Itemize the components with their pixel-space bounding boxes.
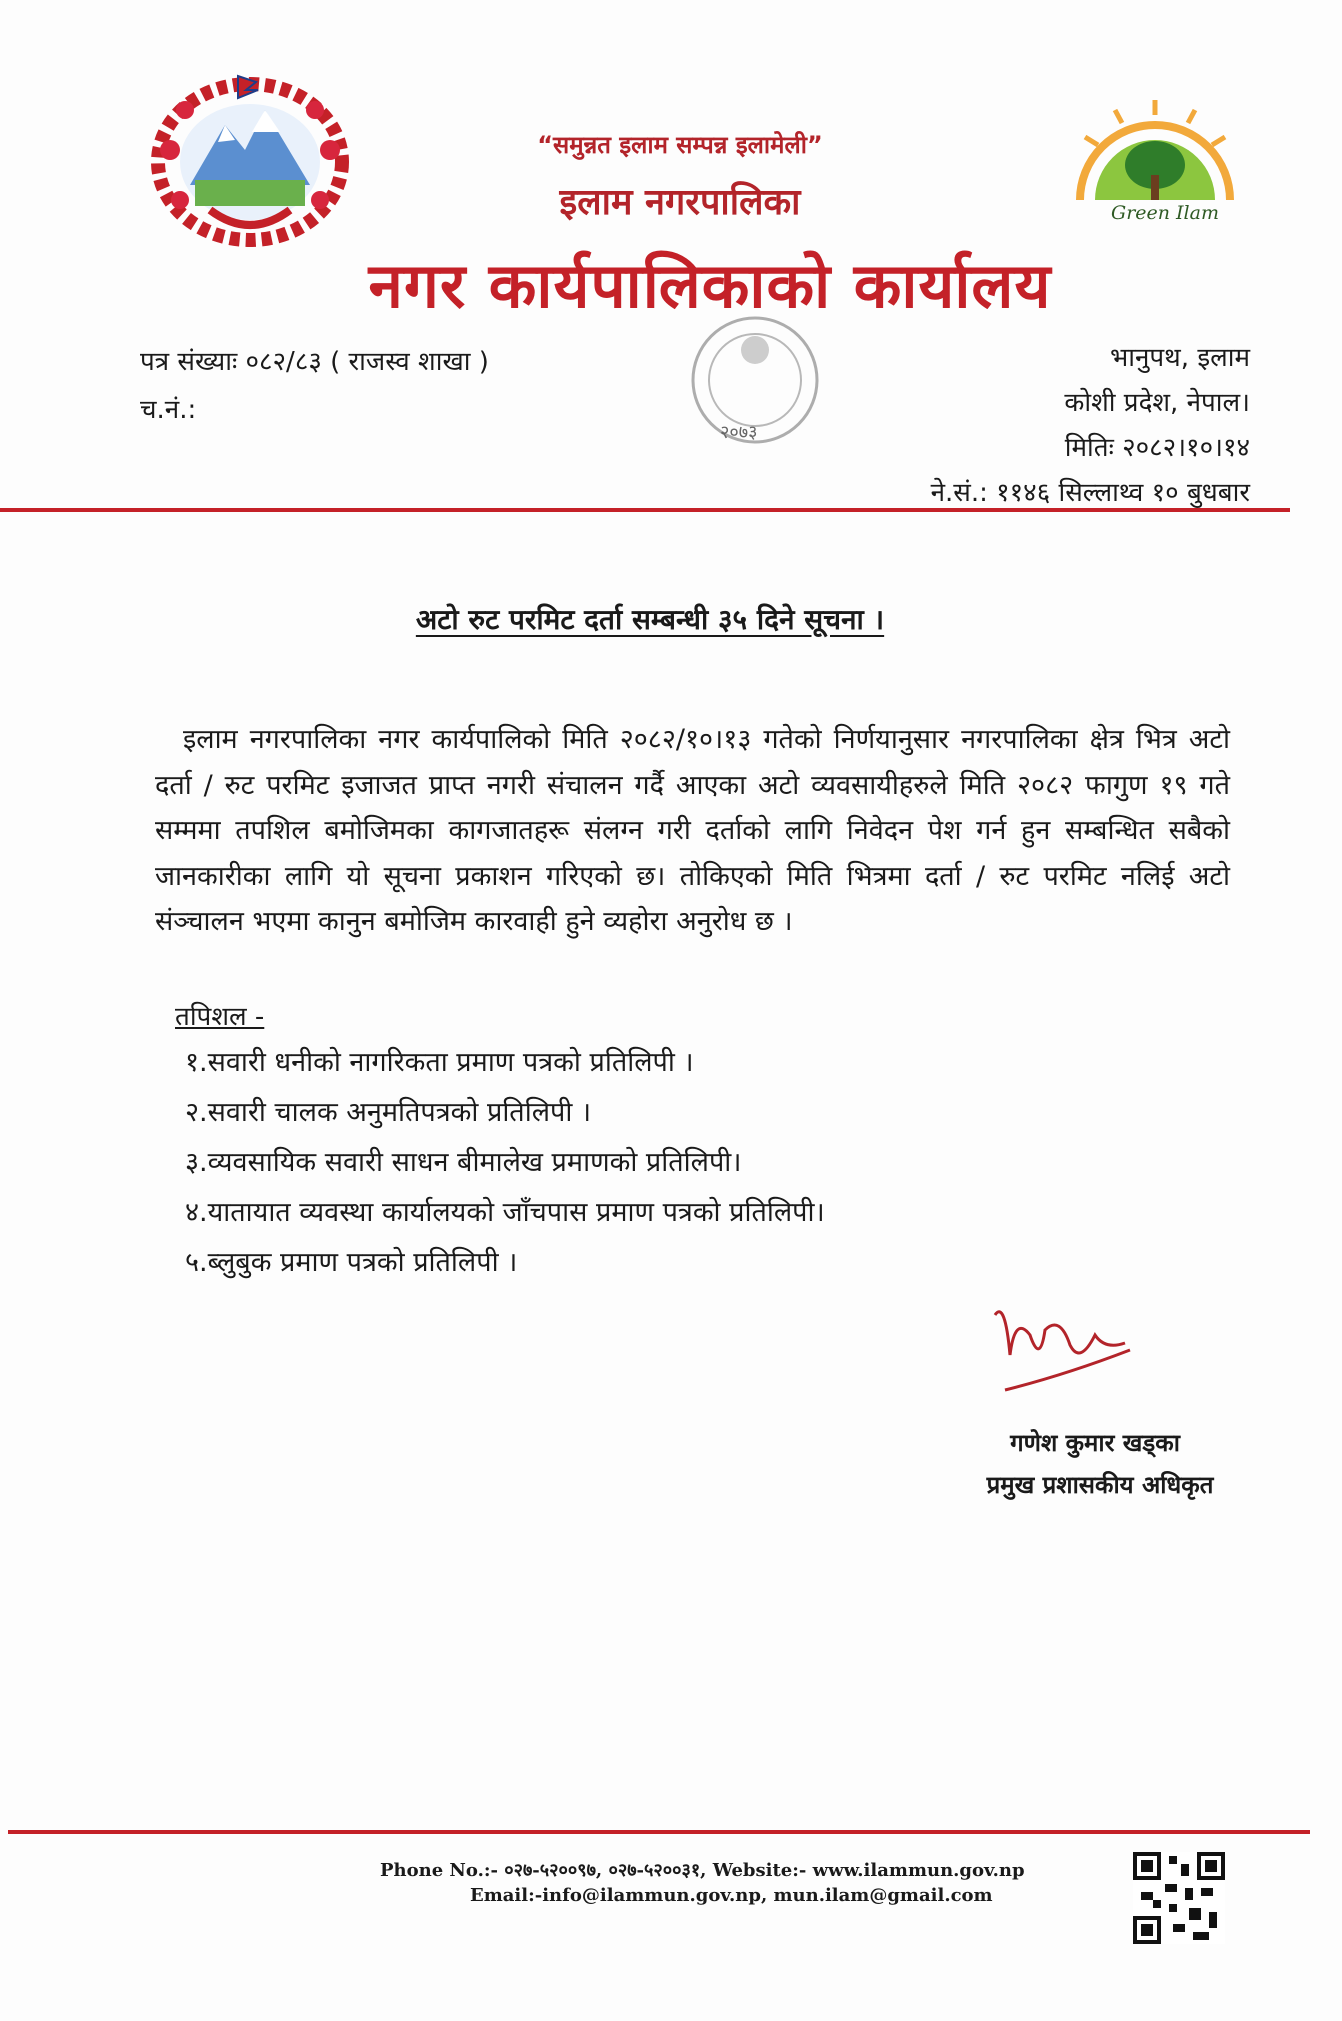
qr-code-icon	[1133, 1852, 1225, 1944]
motto: “समुन्नत इलाम सम्पन्न इलामेली”	[537, 131, 823, 159]
address-line-2: कोशी प्रदेश, नेपाल।	[1064, 388, 1250, 418]
footer-divider	[8, 1830, 1310, 1834]
office-title: नगर कार्यपालिकाको कार्यालय	[368, 249, 1052, 322]
list-item: ४.यातायात व्यवस्था कार्यालयको जाँचपास प्रमाण पत्रको प्रतिलिपी।	[185, 1197, 825, 1228]
header-divider	[0, 508, 1290, 512]
contact-email: Email:-info@ilammun.gov.np, mun.ilam@gmail.com	[470, 1885, 993, 1906]
notice-title: अटो रुट परमिट दर्ता सम्बन्धी ३५ दिने सूचना ।	[415, 603, 885, 636]
list-item: २.सवारी चालक अनुमतिपत्रको प्रतिलिपी ।	[185, 1097, 592, 1128]
dispatch-number: च.नं.:	[140, 395, 197, 425]
tapasil-label: तपिशल -	[175, 1002, 265, 1032]
signatory-name: गणेश कुमार खड्का	[1010, 1429, 1180, 1457]
document-list	[185, 1038, 825, 1288]
signatory-title: प्रमुख प्रशासकीय अधिकृत	[986, 1471, 1214, 1499]
reference-block	[140, 338, 489, 434]
contact-phone-website: Phone No.:- ०२७-५२००९७, ०२७-५२००३१, Website:- www.ilammun.gov.np	[380, 1860, 1025, 1881]
address-date-block	[931, 336, 1250, 516]
list-item: ५.ब्लुबुक प्रमाण पत्रको प्रतिलिपी ।	[185, 1247, 518, 1278]
list-item: ३.व्यवसायिक सवारी साधन बीमालेख प्रमाणको प्रतिलिपी।	[185, 1147, 742, 1178]
issue-date: मितिः २०८२।१०।१४	[1064, 433, 1250, 463]
signature-icon	[985, 1295, 1135, 1415]
nepal-sambat-date: ने.सं.: ११४६ सिल्लाथ्व १० बुधबार	[930, 478, 1250, 508]
list-item: १.सवारी धनीको नागरिकता प्रमाण पत्रको प्रतिलिपी ।	[185, 1047, 694, 1078]
green-ilam-text: Green Ilam	[1111, 202, 1219, 224]
stamp-year: २०७३	[720, 422, 758, 443]
letter-number: पत्र संख्याः ०८२/८३ ( राजस्व शाखा )	[140, 347, 489, 377]
nepal-emblem-icon	[140, 70, 360, 250]
address-line-1: भानुपथ, इलाम	[1109, 343, 1250, 373]
municipality-name: इलाम नगरपालिका	[559, 182, 801, 223]
notice-body: इलाम नगरपालिका नगर कार्यपालिको मिति २०८२/१०।१३ गतेको निर्णयानुसार नगरपालिका क्षेत्र भित्र अटो दर्ता / रुट परमिट इजाजत प्राप्त नगरी संचालन गर्दै आएका अटो व्यवसायीहरुले मिति २०८२ फागुण १९ गते सम्ममा तपशिल बमोजिमका कागजातहरू संलग्न गरी दर्ताको लागि निवेदन पेश गर्न हुन सम्बन्धित सबैको जानकारीका लागि यो सूचना प्रकाशन गरिएको छ। तोकिएको मिति भित्रमा दर्ता / रुट परमिट नलिई अटो संञ्चालन भएमा कानुन बमोजिम कारवाही हुने व्यहोरा अनुरोध छ ।	[155, 724, 1230, 937]
